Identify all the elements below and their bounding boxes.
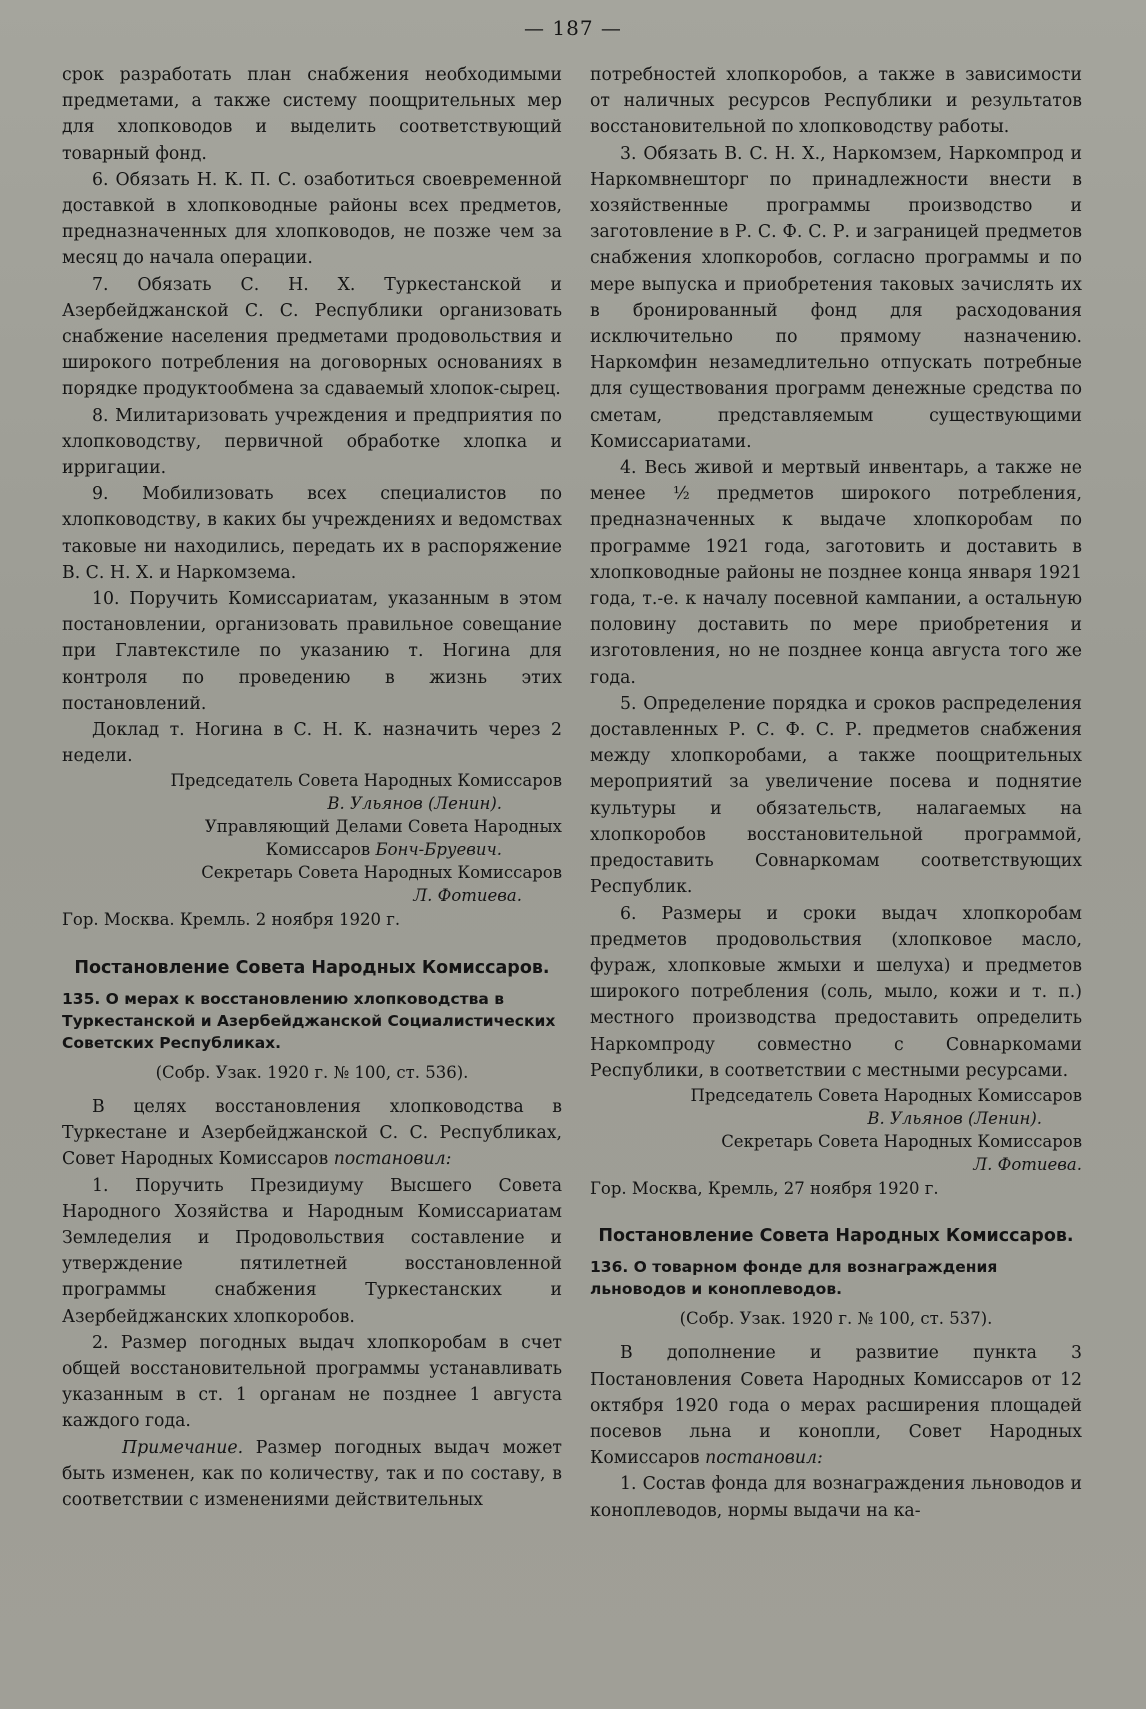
paragraph — [62, 1094, 562, 1173]
act-title: 136. О товарном фонде для вознаграждения льноводов и коноплеводов. — [590, 1258, 998, 1299]
page-number: — 187 — — [524, 16, 622, 40]
paragraph: срок разработать план снабжения необходимыми предметами, а также систему поощрительных мер для хлопководов и выделить соответствующий товарный фонд. — [62, 65, 562, 164]
paragraph: 7. Обязать С. Н. Х. Туркестанской и Азербейджанской С. С. Республики организовать снабжение населения предметами продовольствия и широкого потребления на договорных основаниях в порядке продуктообмена за сдаваемый хлопок-сырец. — [62, 274, 562, 400]
signature-name: В. Ульянов (Ленин). — [327, 794, 502, 814]
right-column — [590, 62, 1082, 1524]
signature-title: Председатель Совета Народных Комиссаров — [690, 1085, 1082, 1105]
paragraph: 9. Мобилизовать всех специалистов по хлопководству, в каких бы учреждениях и ведомствах таковые ни находились, передать их в распоряжение В. С. Н. Х. и Наркомзема. — [62, 484, 562, 583]
signature-name: Л. Фотиева. — [413, 886, 522, 906]
signature-title: Управляющий Делами Совета Народных — [204, 817, 562, 837]
paragraph: 2. Размер погодных выдач хлопкоробам в счет общей восстановительной программы устанавливать указанным в ст. 1 органам не позднее 1 августа каждого года. — [62, 1332, 562, 1432]
place-date: Гор. Москва. Кремль. 2 ноября 1920 г. — [62, 910, 401, 930]
signature-title: Комиссаров — [265, 840, 371, 860]
intro-text: В дополнение и развитие пункта 3 Постановления Совета Народных Комиссаров от 12 октября 1920 года о мерах расширения площадей посевов льна и конопли, Совет Народных Комиссаров — [590, 1343, 1082, 1469]
signature-title: Секретарь Совета Народных Комиссаров — [201, 863, 562, 883]
paragraph: 1. Состав фонда для вознаграждения льноводов и коноплеводов, нормы выдачи на ка- — [590, 1474, 1082, 1521]
paragraph: 4. Весь живой и мертвый инвентарь, а также не менее ½ предметов широкого потребления, предназначенных к выдаче хлопкоробам по программе 1921 года, заготовить и доставить в хлопководные районы не позднее конца января 1921 года, т.-е. к началу посевной кампании, а остальную половину доставить по мере приобретения и изготовления, но не позднее конца августа того же года. — [590, 458, 1082, 688]
signature-title: Секретарь Совета Народных Комиссаров — [721, 1131, 1082, 1151]
paragraph: 6. Размеры и сроки выдач хлопкоробам предметов продовольствия (хлопковое масло, фураж, хлопковые жмыхи и шелуха) и предметов широкого потребления (соль, мыло, кожи и т. п.) местного производства предоставить определить Наркомпроду совместно с Совнаркомами Республики, в соответствии с местными ресурсами. — [590, 903, 1082, 1081]
paragraph — [590, 1340, 1082, 1471]
left-column — [62, 62, 562, 1513]
act-title: 135. О мерах к восстановлению хлопководства в Туркестанской и Азербейджанской Социалистических Советских Республиках. — [62, 989, 556, 1052]
paragraph: 3. Обязать В. С. Н. Х., Наркомзем, Наркомпрод и Наркомвнешторг по принадлежности внести в хозяйственные программы производство и заготовление в Р. С. Ф. С. Р. и заграницей предметов снабжения хлопкоробов, согласно программы и по мере выпуска и приобретения таковых зачислять их в бронированный фонд для расходования исключительно по прямому назначению. Наркомфин незамедлительно отпускать потребные для существования программ денежные средства по сметам, представляемым существующими Комиссариатами. — [590, 143, 1082, 452]
signature-line — [62, 838, 562, 861]
intro-keyword: постановил: — [333, 1149, 452, 1170]
paragraph: 6. Обязать Н. К. П. С. озаботиться своевременной доставкой в хлопководные районы всех предметов, предназначенных для хлопководов, не позже чем за месяц до начала операции. — [62, 169, 562, 269]
intro-keyword: постановил: — [705, 1448, 823, 1469]
paragraph: Доклад т. Ногина в С. Н. К. назначить через 2 недели. — [62, 720, 562, 767]
note-label: Примечание. — [122, 1437, 244, 1458]
signature-title: Председатель Совета Народных Комиссаров — [170, 771, 562, 791]
intro-text: В целях восстановления хлопководства в Туркестане и Азербейджанской С. С. Республиках, Совет Народных Комиссаров — [62, 1096, 562, 1170]
source-reference: (Собр. Узак. 1920 г. № 100, ст. 536). — [155, 1062, 469, 1082]
signature-name: Бонч-Бруевич. — [375, 840, 502, 860]
paragraph: потребностей хлопкоробов, а также в зависимости от наличных ресурсов Республики и результатов восстановительной по хлопководству работы. — [590, 65, 1082, 138]
decree-heading: Постановление Совета Народных Комиссаров. — [74, 957, 550, 978]
paragraph: 10. Поручить Комиссариатам, указанным в этом постановлении, организовать правильное совещание при Главтекстиле по указанию т. Ногина для контроля по проведению в жизнь этих постановлений. — [62, 589, 562, 714]
signature-name: В. Ульянов (Ленин). — [867, 1108, 1042, 1128]
place-date: Гор. Москва, Кремль, 27 ноября 1920 г. — [590, 1178, 939, 1198]
paragraph: 8. Милитаризовать учреждения и предприятия по хлопководству, первичной обработке хлопка и ирригации. — [62, 405, 562, 479]
paragraph: 1. Поручить Президиуму Высшего Совета Народного Хозяйства и Народным Комиссариатам Земледелия и Продовольствия составление и утверждение пятилетней восстановленной программы снабжения Туркестанских и Азербейджанских хлопкоробов. — [62, 1175, 562, 1327]
note-text: Размер погодных выдач может быть изменен, как по количеству, так и по составу, в соответствии с изменениями действительных — [62, 1437, 562, 1510]
note — [62, 1435, 562, 1514]
decree-heading: Постановление Совета Народных Комиссаров. — [598, 1226, 1074, 1247]
signature-name: Л. Фотиева. — [973, 1154, 1082, 1174]
source-reference: (Собр. Узак. 1920 г. № 100, ст. 537). — [679, 1309, 993, 1329]
paragraph: 5. Определение порядка и сроков распределения доставленных Р. С. Ф. С. Р. предметов снабжения между хлопкоробами, а также поощрительных мероприятий за увеличение посева и поднятие культуры и обязательств, налагаемых на хлопкоробов восстановительной программой, предоставить Совнаркомам соответствующих Республик. — [590, 693, 1082, 898]
